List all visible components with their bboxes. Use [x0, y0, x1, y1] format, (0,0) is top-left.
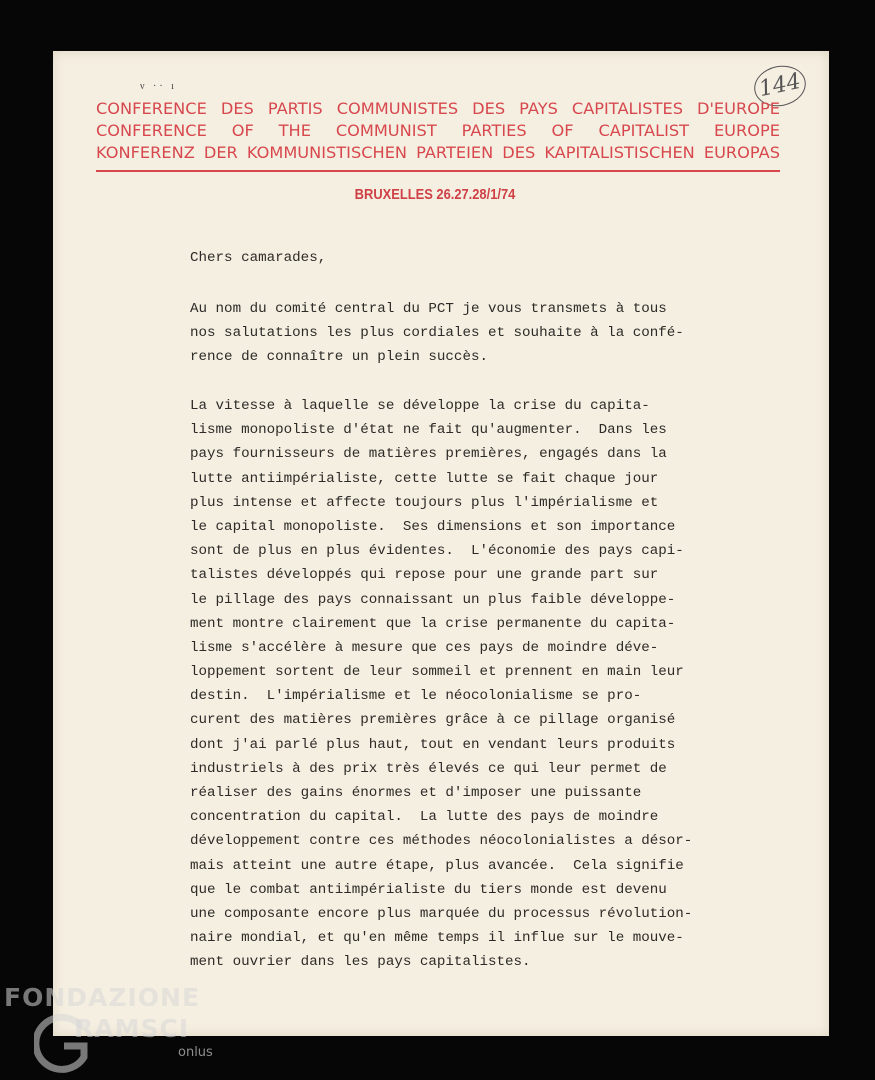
letter-paragraph-2: [190, 394, 750, 975]
dateline: BRUXELLES 26.27.28/1/74: [354, 186, 516, 203]
header-line-english: CONFERENCE OF THE COMMUNIST PARTIES OF CAPITALIST EUROPE: [96, 121, 780, 140]
text-line: lisme monopoliste d'état ne fait qu'augmenter. Dans les: [190, 422, 667, 439]
text-line: Au nom du comité central du PCT je vous transmets à tous: [190, 301, 667, 317]
letter-paragraph-1: [190, 297, 750, 370]
text-line: dont j'ai parlé plus haut, tout en vendant leurs produits: [190, 736, 676, 753]
text-line: développement contre ces méthodes néocolonialistes a désor-: [190, 833, 693, 850]
text-line: que le combat antiimpérialiste du tiers monde est devenu: [190, 881, 667, 898]
text-line: industriels à des prix très élevés ce qui leur permet de: [190, 760, 667, 777]
text-line: le pillage des pays connaissant un plus faible développe-: [190, 591, 676, 608]
text-line: ment ouvrier dans les pays capitalistes.: [190, 954, 531, 971]
header-line-french: CONFERENCE DES PARTIS COMMUNISTES DES PAYS CAPITALISTES D'EUROPE: [96, 99, 780, 118]
text-line: ment montre clairement que la crise permanente du capita-: [190, 615, 676, 632]
text-line: rence de connaître un plein succès.: [190, 349, 488, 366]
letter-salutation: [190, 246, 750, 270]
watermark-word-gramsci: RAMSCI: [74, 1014, 190, 1043]
text-line: une composante encore plus marquée du processus révolution-: [190, 905, 693, 922]
salutation-line: Chers camarades,: [190, 250, 327, 266]
text-line: sont de plus en plus évidentes. L'économie des pays capi-: [190, 543, 684, 560]
header-line-german: KONFERENZ DER KOMMUNISTISCHEN PARTEIEN DES KAPITALISTISCHEN EUROPAS: [96, 143, 780, 162]
text-line: loppement sortent de leur sommeil et prennent en main leur: [190, 664, 684, 681]
fondazione-gramsci-watermark: [4, 983, 244, 1078]
text-line: lisme s'accélère à mesure que ces pays de moindre déve-: [190, 639, 659, 656]
text-line: naire mondial, et qu'en même temps il influe sur le mouve-: [190, 930, 684, 947]
folio-number-stamp: 144: [750, 61, 809, 111]
text-line: nos salutations les plus cordiales et souhaite à la confé-: [190, 325, 684, 342]
text-line: concentration du capital. La lutte des pays de moindre: [190, 809, 659, 826]
watermark-word-onlus: onlus: [178, 1045, 213, 1060]
text-line: réaliser des gains énormes et d'imposer une puissante: [190, 785, 642, 801]
header-rule: [96, 170, 780, 172]
text-line: destin. L'impérialisme et le néocolonialisme se pro-: [190, 688, 642, 705]
text-line: le capital monopoliste. Ses dimensions et son importance: [190, 518, 676, 535]
text-line: lutte antiimpérialiste, cette lutte se fait chaque jour: [190, 470, 659, 487]
watermark-word-fondazione: FONDAZIONE: [4, 983, 201, 1012]
text-line: La vitesse à laquelle se développe la crise du capita-: [190, 398, 650, 414]
text-line: curent des matières premières grâce à ce pillage organisé: [190, 712, 676, 729]
text-line: plus intense et affecte toujours plus l'impérialisme et: [190, 494, 659, 511]
text-line: pays fournisseurs de matières premières, engagés dans la: [190, 446, 667, 463]
archive-mark: ν ·· ı: [140, 81, 177, 92]
text-line: talistes développés qui repose pour une grande part sur: [190, 567, 659, 584]
text-line: mais atteint une autre étape, plus avancée. Cela signifie: [190, 857, 684, 874]
